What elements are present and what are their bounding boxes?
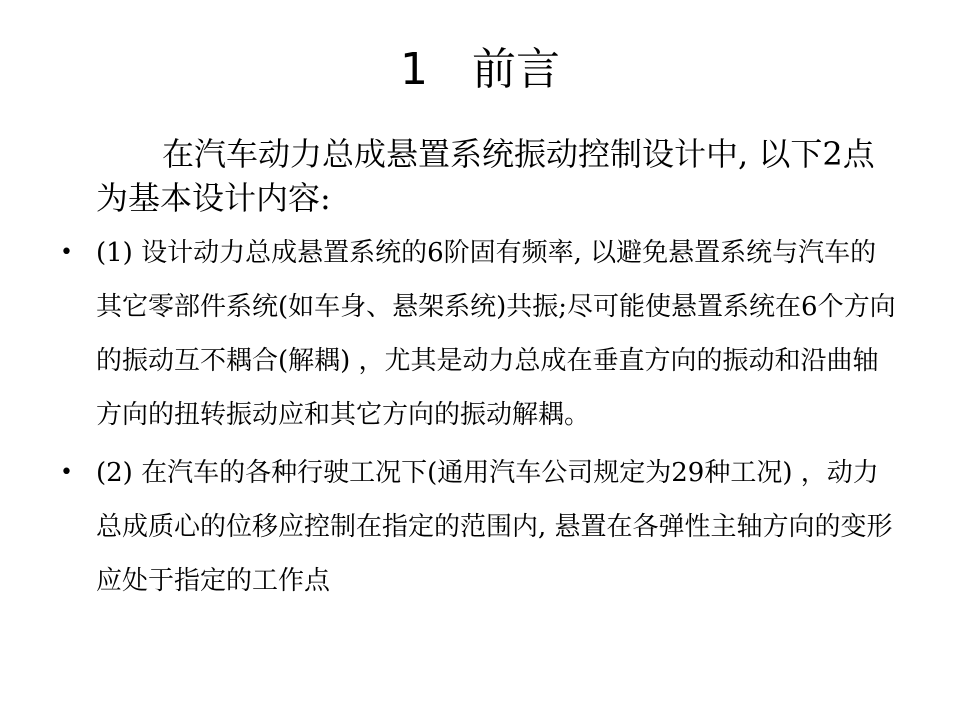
intro-paragraph: 在汽车动力总成悬置系统振动控制设计中, 以下2点为基本设计内容:: [96, 135, 875, 217]
bullet-text: (2) 在汽车的各种行驶工况下(通用汽车公司规定为29种工况) ，动力总成质心的位移应控制在指定的范围内, 悬置在各弹性主轴方向的变形应处于指定的工作点: [96, 458, 893, 596]
page-title: [0, 38, 960, 102]
title-number: 1: [400, 44, 428, 95]
title-text: 前言: [472, 44, 560, 95]
bullet-icon: •: [60, 460, 73, 485]
bullet-text: (1) 设计动力总成悬置系统的6阶固有频率, 以避免悬置系统与汽车的其它零部件系统(如车身、悬架系统)共振;尽可能使悬置系统在6个方向的振动互不耦合(解耦) ，尤其是动力总成在垂直方向的振动和沿曲轴方向的扭转振动应和其它方向的振动解耦。: [96, 238, 896, 430]
bullet-icon: •: [60, 240, 73, 265]
